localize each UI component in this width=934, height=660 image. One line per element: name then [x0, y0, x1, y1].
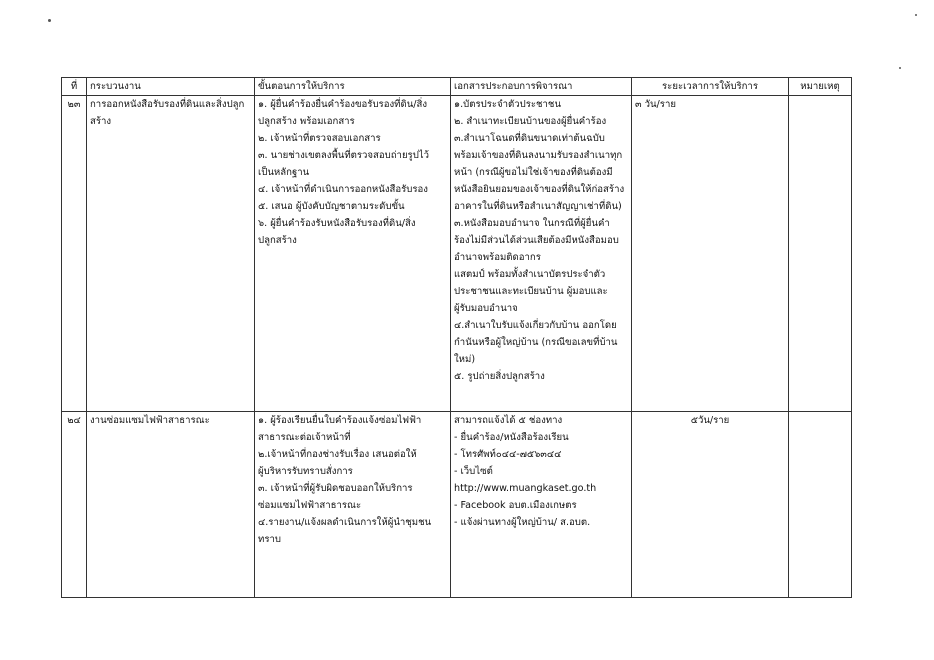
document-line: อาคารในที่ดินหรือสำเนาสัญญาเช่าที่ดิน) — [454, 201, 622, 212]
remark-cell — [789, 96, 852, 412]
document-line: อำนาจพร้อมติดอากร — [454, 252, 541, 263]
document-line: สามารถแจ้งได้ ๕ ช่องทาง — [454, 415, 563, 426]
document-line: กำนันหรือผู้ใหญ่บ้าน (กรณีขอเลขที่บ้าน — [454, 337, 618, 348]
step-line: ๕. เสนอ ผู้บังคับบัญชาตามระดับขั้น — [258, 201, 405, 212]
header-documents: เอกสารประกอบการพิจารณา — [451, 78, 632, 96]
step-line: ๔.รายงาน/แจ้งผลดำเนินการให้ผู้นำชุมชน — [258, 517, 432, 528]
document-line: ใหม่) — [454, 354, 476, 365]
steps-cell — [255, 412, 451, 598]
document-line: ร้องไม่มีส่วนได้ส่วนเสียต้องมีหนังสือมอบ — [454, 235, 619, 246]
document-line: ๔.สำเนาใบรับแจ้งเกี่ยวกับบ้าน ออกโดย — [454, 320, 617, 331]
step-line: ทราบ — [258, 534, 281, 545]
document-line: ๒. สำเนาทะเบียนบ้านของผู้ยื่นคำร้อง — [454, 116, 607, 127]
remark-cell — [789, 412, 852, 598]
documents-cell — [451, 96, 632, 412]
scan-speck — [48, 19, 51, 22]
step-line: ปลูกสร้าง — [258, 235, 297, 246]
scan-speck — [915, 14, 917, 16]
process-name: งานซ่อมแซมไฟฟ้าสาธารณะ — [90, 415, 210, 426]
step-line: ๓. เจ้าหน้าที่ผู้รับผิดชอบออกให้บริการ — [258, 483, 413, 494]
document-line: ๑.บัตรประจำตัวประชาชน — [454, 99, 561, 110]
process-cell — [87, 412, 255, 598]
step-line: ๓. นายช่างเขตลงพื้นที่ตรวจสอบถ่ายรูปไว้ — [258, 150, 430, 161]
scan-speck — [899, 67, 901, 69]
step-line: ๑. ผู้ยื่นคำร้องยื่นคำร้องขอรับรองที่ดิน/สิ่ง — [258, 99, 428, 110]
document-line: ผู้รับมอบอำนาจ — [454, 303, 518, 314]
row-number: ๒๔ — [62, 412, 87, 598]
step-line: ๒.เจ้าหน้าที่กองช่างรับเรื่อง เสนอต่อให้ — [258, 449, 417, 460]
document-line: - Facebook อบต.เมืองเกษตร — [454, 500, 577, 511]
step-line: ๔. เจ้าหน้าที่ดำเนินการออกหนังสือรับรอง — [258, 184, 428, 195]
document-line: - แจ้งผ่านทางผู้ใหญ่บ้าน/ ส.อบต. — [454, 517, 591, 528]
step-line: เป็นหลักฐาน — [258, 167, 310, 178]
table-row — [62, 412, 852, 598]
document-line: ประชาชนและทะเบียนบ้าน ผู้มอบและ — [454, 286, 608, 297]
step-line: ๖. ผู้ยื่นคำร้องรับหนังสือรับรองที่ดิน/สิ่ง — [258, 218, 416, 229]
document-line: หนังสือยินยอมของเจ้าของที่ดินให้ก่อสร้าง — [454, 184, 625, 195]
step-line: ปลูกสร้าง พร้อมเอกสาร — [258, 116, 355, 127]
service-table — [61, 77, 852, 598]
document-line: ๕. รูปถ่ายสิ่งปลูกสร้าง — [454, 371, 545, 382]
header-process: กระบวนงาน — [87, 78, 255, 96]
document-line: ๓.สำเนาโฉนดที่ดินขนาดเท่าต้นฉบับ — [454, 133, 605, 144]
document-line: หน้า (กรณีผู้ขอไม่ใช่เจ้าของที่ดินต้องมี — [454, 167, 613, 178]
document-line: ๓.หนังสือมอบอำนาจ ในกรณีที่ผู้ยื่นคำ — [454, 218, 610, 229]
document-line: - เว็บไซต์ — [454, 466, 493, 477]
step-line: ๒. เจ้าหน้าที่ตรวจสอบเอกสาร — [258, 133, 381, 144]
header-row — [62, 78, 852, 96]
step-line: ๑. ผู้ร้องเรียนยื่นใบคำร้องแจ้งซ่อมไฟฟ้า — [258, 415, 422, 426]
steps-cell — [255, 96, 451, 412]
process-cell — [87, 96, 255, 412]
duration-cell: ๕วัน/ราย — [632, 412, 789, 598]
process-name: การออกหนังสือรับรองที่ดินและสิ่งปลูกสร้าง — [90, 99, 245, 127]
table-row — [62, 96, 852, 412]
document-line: - โทรศัพท์๐๔๔-๗๕๖๓๔๔ — [454, 449, 562, 460]
document-line: - ยื่นคำร้อง/หนังสือร้องเรียน — [454, 432, 569, 443]
header-remark: หมายเหตุ — [789, 78, 852, 96]
document-line: พร้อมเจ้าของที่ดินลงนามรับรองสำเนาทุก — [454, 150, 623, 161]
document-line: แสตมป์ พร้อมทั้งสำเนาบัตรประจำตัว — [454, 269, 606, 280]
documents-cell — [451, 412, 632, 598]
document-line: http://www.muangkaset.go.th — [454, 483, 597, 494]
header-no: ที่ — [62, 78, 87, 96]
step-line: ซ่อมแซมไฟฟ้าสาธารณะ — [258, 500, 362, 511]
step-line: สาธารณะต่อเจ้าหน้าที่ — [258, 432, 351, 443]
header-steps: ขั้นตอนการให้บริการ — [255, 78, 451, 96]
duration-cell: ๓ วัน/ราย — [632, 96, 789, 412]
step-line: ผู้บริหารรับทราบสั่งการ — [258, 466, 353, 477]
row-number: ๒๓ — [62, 96, 87, 412]
header-duration: ระยะเวลาการให้บริการ — [632, 78, 789, 96]
